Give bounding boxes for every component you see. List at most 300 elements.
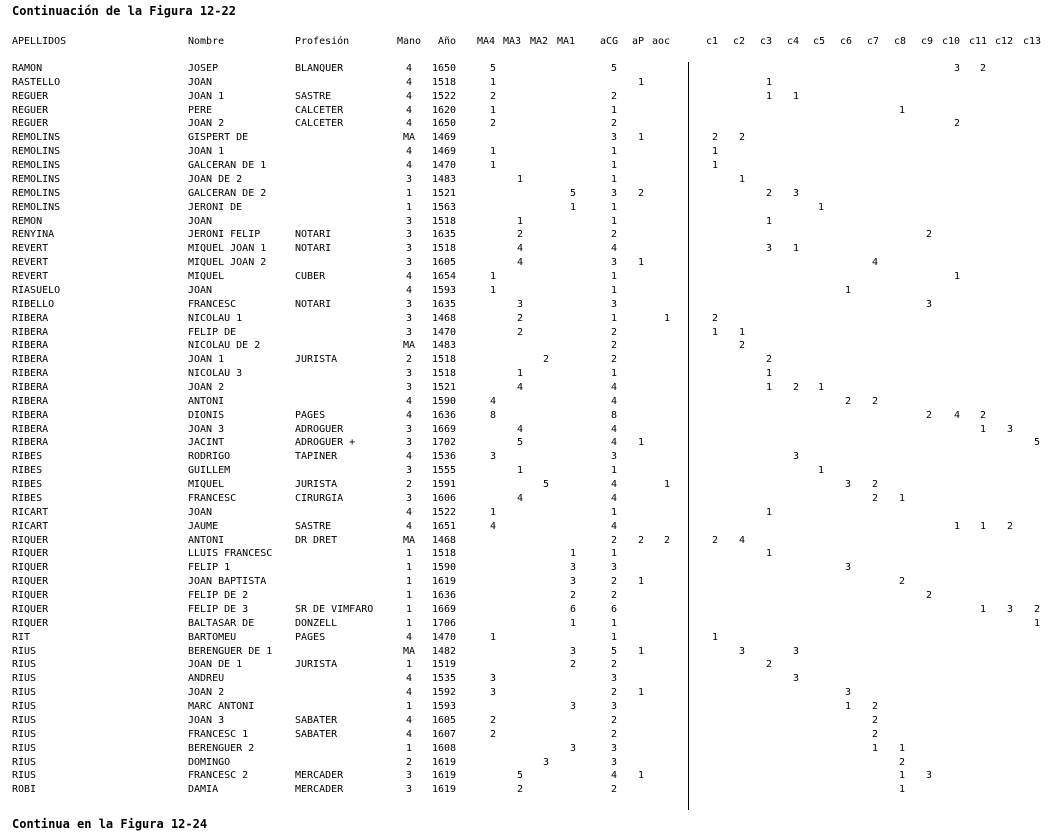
- table-cell-mano: 3: [405, 243, 413, 255]
- table-cell-ma1: 3: [569, 701, 577, 713]
- table-cell-acg: 2: [610, 728, 618, 740]
- table-cell-apellidos: RIBERA: [12, 437, 49, 449]
- table-cell-c9: 2: [925, 409, 933, 421]
- table-cell-c6: 3: [844, 562, 852, 574]
- table-cell-aoc: 1: [663, 312, 671, 324]
- table-cell-ma4: 8: [489, 409, 497, 421]
- table-cell-nombre: FRANCESC 1: [188, 728, 249, 740]
- table-cell-profesion: CUBER: [295, 271, 326, 283]
- table-cell-acg: 3: [610, 451, 618, 463]
- table-cell-ano: 1592: [431, 687, 457, 699]
- table-cell-mano: 2: [405, 354, 413, 366]
- table-cell-profesion: NOTARI: [295, 298, 332, 310]
- figure-continues-note: Continua en la Figura 12-24: [12, 817, 208, 831]
- table-cell-profesion: SASTRE: [295, 520, 332, 532]
- column-header-c13: c13: [1022, 36, 1042, 47]
- table-cell-c11: 2: [979, 63, 987, 74]
- table-cell-ano: 1619: [431, 576, 457, 588]
- table-cell-nombre: JOAN BAPTISTA: [188, 576, 267, 588]
- table-cell-acg: 2: [610, 784, 618, 796]
- table-cell-ma4: 1: [489, 631, 497, 643]
- table-cell-apellidos: RIBES: [12, 479, 43, 491]
- table-cell-c1: 1: [711, 631, 719, 643]
- table-cell-ano: 1535: [431, 673, 457, 685]
- figure-continuation-title: Continuación de la Figura 12-22: [12, 4, 236, 18]
- table-cell-acg: 2: [610, 687, 618, 699]
- table-cell-acg: 1: [610, 284, 618, 296]
- table-cell-apellidos: RIBELLO: [12, 298, 55, 310]
- table-cell-apellidos: RIUS: [12, 728, 37, 740]
- table-cell-apellidos: RIBERA: [12, 409, 49, 421]
- table-cell-acg: 3: [610, 673, 618, 685]
- table-cell-c11: 2: [979, 409, 987, 421]
- table-cell-acg: 2: [610, 714, 618, 726]
- table-cell-mano: MA: [402, 534, 416, 546]
- table-cell-ma4: 1: [489, 160, 497, 172]
- table-cell-c10: 4: [953, 409, 961, 421]
- table-cell-ap: 1: [637, 770, 645, 782]
- table-cell-mano: 1: [405, 562, 413, 574]
- table-cell-nombre: GALCERAN DE 2: [188, 187, 267, 199]
- table-cell-nombre: BERENGUER DE 1: [188, 645, 273, 657]
- table-cell-ano: 1654: [431, 271, 457, 283]
- table-cell-acg: 3: [610, 562, 618, 574]
- table-cell-ma4: 1: [489, 284, 497, 296]
- table-cell-ano: 1521: [431, 382, 457, 393]
- table-cell-nombre: GUILLEM: [188, 465, 231, 477]
- table-cell-acg: 3: [610, 298, 618, 310]
- table-cell-ap: 1: [637, 257, 645, 269]
- table-cell-aoc: 1: [663, 479, 671, 491]
- table-cell-apellidos: RIQUER: [12, 617, 49, 629]
- table-cell-acg: 3: [610, 132, 618, 144]
- table-cell-c9: 3: [925, 770, 933, 782]
- column-header-c1: c1: [705, 36, 719, 47]
- table-cell-apellidos: RIQUER: [12, 590, 49, 602]
- table-cell-c9: 3: [925, 298, 933, 310]
- table-cell-c3: 2: [765, 659, 773, 671]
- table-cell-apellidos: REGUER: [12, 118, 49, 130]
- table-cell-mano: 1: [405, 548, 413, 560]
- table-cell-ma1: 5: [569, 187, 577, 199]
- table-cell-acg: 6: [610, 603, 618, 615]
- table-cell-profesion: CIRURGIA: [295, 492, 344, 504]
- table-cell-profesion: PAGES: [295, 631, 326, 643]
- table-cell-nombre: JOAN: [188, 215, 213, 227]
- table-cell-apellidos: REGUER: [12, 104, 49, 116]
- table-cell-ma3: 4: [516, 492, 524, 504]
- table-cell-ano: 1469: [431, 132, 457, 144]
- table-cell-ano: 1607: [431, 728, 457, 740]
- table-cell-nombre: GISPERT DE: [188, 132, 249, 144]
- table-cell-acg: 1: [610, 506, 618, 518]
- table-cell-c1: 2: [711, 132, 719, 144]
- table-cell-nombre: FELIP DE 3: [188, 603, 249, 615]
- table-cell-mano: 1: [405, 603, 413, 615]
- column-header-mano: Mano: [396, 36, 422, 47]
- table-cell-acg: 2: [610, 659, 618, 671]
- table-cell-ano: 1522: [431, 506, 457, 518]
- table-cell-acg: 4: [610, 423, 618, 435]
- table-cell-acg: 2: [610, 90, 618, 102]
- table-cell-nombre: FELIP 1: [188, 562, 231, 574]
- table-cell-ap: 1: [637, 576, 645, 588]
- table-cell-mano: 4: [405, 714, 413, 726]
- table-cell-acg: 4: [610, 520, 618, 532]
- table-cell-nombre: JACINT: [188, 437, 225, 449]
- table-cell-c7: 2: [871, 395, 879, 407]
- table-cell-mano: 3: [405, 492, 413, 504]
- table-cell-profesion: SABATER: [295, 714, 338, 726]
- table-cell-nombre: PERE: [188, 104, 213, 116]
- table-cell-apellidos: RIQUER: [12, 576, 49, 588]
- table-cell-c1: 1: [711, 146, 719, 158]
- table-cell-ap: 1: [637, 437, 645, 449]
- table-cell-c3: 1: [765, 506, 773, 518]
- table-cell-nombre: JOAN DE 1: [188, 659, 243, 671]
- table-cell-apellidos: REMOLINS: [12, 132, 61, 144]
- table-cell-acg: 4: [610, 770, 618, 782]
- table-cell-acg: 4: [610, 382, 618, 393]
- table-cell-mano: 4: [405, 728, 413, 740]
- table-cell-c9: 2: [925, 229, 933, 241]
- table-cell-ano: 1483: [431, 340, 457, 352]
- table-cell-c3: 2: [765, 187, 773, 199]
- table-cell-ma4: 1: [489, 271, 497, 283]
- table-cell-ma3: 2: [516, 229, 524, 241]
- table-cell-c11: 1: [979, 603, 987, 615]
- table-cell-c3: 1: [765, 368, 773, 380]
- table-cell-c11: 1: [979, 423, 987, 435]
- table-cell-acg: 2: [610, 340, 618, 352]
- table-cell-apellidos: RIASUELO: [12, 284, 61, 296]
- table-cell-c13: 5: [1033, 437, 1041, 449]
- table-cell-ma1: 3: [569, 562, 577, 574]
- table-cell-profesion: ADROGUER: [295, 423, 344, 435]
- table-cell-nombre: RODRIGO: [188, 451, 231, 463]
- table-cell-apellidos: REMOLINS: [12, 201, 61, 213]
- table-cell-c11: 1: [979, 520, 987, 532]
- table-cell-ano: 1593: [431, 284, 457, 296]
- table-cell-apellidos: RIUS: [12, 742, 37, 754]
- table-cell-ap: 1: [637, 132, 645, 144]
- table-cell-acg: 3: [610, 742, 618, 754]
- table-cell-apellidos: RIT: [12, 631, 31, 643]
- table-cell-mano: 3: [405, 770, 413, 782]
- table-cell-c10: 2: [953, 118, 961, 130]
- table-cell-nombre: MIQUEL JOAN 2: [188, 257, 267, 269]
- table-cell-c2: 1: [738, 326, 746, 338]
- table-cell-mano: 4: [405, 409, 413, 421]
- table-cell-apellidos: ROBI: [12, 784, 37, 796]
- table-cell-ano: 1482: [431, 645, 457, 657]
- table-cell-apellidos: REVERT: [12, 257, 49, 269]
- column-header-profesion: Profesión: [295, 36, 350, 47]
- table-cell-c7: 2: [871, 492, 879, 504]
- table-cell-c4: 3: [792, 645, 800, 657]
- table-cell-mano: 3: [405, 173, 413, 185]
- table-cell-apellidos: RIBERA: [12, 423, 49, 435]
- column-header-ma4: MA4: [476, 36, 496, 47]
- table-cell-c4: 3: [792, 673, 800, 685]
- table-cell-nombre: NICOLAU DE 2: [188, 340, 261, 352]
- table-cell-c6: 1: [844, 701, 852, 713]
- table-cell-mano: 4: [405, 520, 413, 532]
- table-cell-ano: 1518: [431, 548, 457, 560]
- table-cell-nombre: ANTONI: [188, 534, 225, 546]
- column-header-acg: aCG: [599, 36, 619, 47]
- table-cell-acg: 2: [610, 576, 618, 588]
- table-cell-profesion: DR DRET: [295, 534, 338, 546]
- column-header-c5: c5: [812, 36, 826, 47]
- table-cell-acg: 1: [610, 631, 618, 643]
- table-cell-mano: MA: [402, 340, 416, 352]
- column-header-c11: c11: [968, 36, 988, 47]
- table-cell-mano: 4: [405, 104, 413, 116]
- table-cell-c1: 2: [711, 312, 719, 324]
- table-cell-profesion: JURISTA: [295, 659, 338, 671]
- table-cell-nombre: GALCERAN DE 1: [188, 160, 267, 172]
- table-cell-ano: 1521: [431, 187, 457, 199]
- table-cell-apellidos: RIUS: [12, 701, 37, 713]
- table-cell-acg: 4: [610, 492, 618, 504]
- table-cell-ma3: 2: [516, 326, 524, 338]
- table-cell-acg: 1: [610, 201, 618, 213]
- table-cell-nombre: JOAN 2: [188, 118, 225, 130]
- table-cell-profesion: PAGES: [295, 409, 326, 421]
- table-cell-ano: 1636: [431, 409, 457, 421]
- table-cell-nombre: JOAN: [188, 506, 213, 518]
- table-cell-c1: 1: [711, 160, 719, 172]
- table-cell-ma4: 3: [489, 451, 497, 463]
- table-cell-ma1: 1: [569, 201, 577, 213]
- table-cell-profesion: CALCETER: [295, 118, 344, 130]
- table-cell-ano: 1555: [431, 465, 457, 477]
- table-cell-apellidos: RIUS: [12, 756, 37, 768]
- table-cell-c7: 2: [871, 728, 879, 740]
- table-cell-ma4: 3: [489, 687, 497, 699]
- table-cell-c3: 1: [765, 548, 773, 560]
- table-cell-nombre: JOAN: [188, 284, 213, 296]
- table-cell-nombre: JOAN: [188, 76, 213, 88]
- table-cell-nombre: JERONI FELIP: [188, 229, 261, 241]
- table-cell-ano: 1468: [431, 534, 457, 546]
- table-cell-ma4: 1: [489, 506, 497, 518]
- table-cell-nombre: ANTONI: [188, 395, 225, 407]
- table-cell-apellidos: RIBERA: [12, 382, 49, 393]
- table-cell-apellidos: RENYINA: [12, 229, 55, 241]
- table-cell-acg: 4: [610, 479, 618, 491]
- table-cell-nombre: JOAN DE 2: [188, 173, 243, 185]
- table-cell-ano: 1590: [431, 562, 457, 574]
- table-cell-ma3: 4: [516, 243, 524, 255]
- table-cell-ano: 1483: [431, 173, 457, 185]
- table-cell-ano: 1518: [431, 215, 457, 227]
- table-cell-mano: 4: [405, 673, 413, 685]
- table-cell-c1: 1: [711, 326, 719, 338]
- table-cell-c5: 1: [817, 382, 825, 393]
- table-cell-acg: 1: [610, 104, 618, 116]
- table-cell-nombre: JOAN 1: [188, 146, 225, 158]
- table-cell-ano: 1518: [431, 243, 457, 255]
- table-cell-c12: 3: [1006, 603, 1014, 615]
- table-cell-mano: 4: [405, 631, 413, 643]
- column-header-c3: c3: [759, 36, 773, 47]
- table-cell-ano: 1469: [431, 146, 457, 158]
- table-cell-ma3: 4: [516, 257, 524, 269]
- table-cell-mano: 1: [405, 201, 413, 213]
- table-cell-nombre: FRANCESC: [188, 492, 237, 504]
- table-cell-profesion: MERCADER: [295, 770, 344, 782]
- table-cell-nombre: FRANCESC: [188, 298, 237, 310]
- table-cell-profesion: SASTRE: [295, 90, 332, 102]
- table-cell-acg: 8: [610, 409, 618, 421]
- table-cell-acg: 2: [610, 534, 618, 546]
- table-cell-nombre: JOAN 1: [188, 90, 225, 102]
- table-cell-ma4: 3: [489, 673, 497, 685]
- table-cell-mano: 4: [405, 687, 413, 699]
- table-cell-acg: 1: [610, 146, 618, 158]
- table-cell-acg: 3: [610, 756, 618, 768]
- table-cell-nombre: JOSEP: [188, 63, 219, 74]
- table-cell-ano: 1518: [431, 76, 457, 88]
- column-header-ma2: MA2: [529, 36, 549, 47]
- table-cell-c8: 2: [898, 576, 906, 588]
- table-cell-c3: 1: [765, 90, 773, 102]
- table-cell-mano: 1: [405, 576, 413, 588]
- table-cell-mano: 4: [405, 271, 413, 283]
- column-header-c4: c4: [786, 36, 800, 47]
- table-cell-apellidos: RIQUER: [12, 548, 49, 560]
- table-cell-profesion: MERCADER: [295, 784, 344, 796]
- table-cell-apellidos: REMON: [12, 215, 43, 227]
- table-cell-mano: 1: [405, 187, 413, 199]
- table-cell-profesion: CALCETER: [295, 104, 344, 116]
- table-cell-c12: 2: [1006, 520, 1014, 532]
- table-cell-ano: 1606: [431, 492, 457, 504]
- table-cell-apellidos: RIBERA: [12, 326, 49, 338]
- table-cell-nombre: BALTASAR DE: [188, 617, 255, 629]
- table-cell-ano: 1563: [431, 201, 457, 213]
- table-cell-acg: 1: [610, 465, 618, 477]
- column-header-apellidos: APELLIDOS: [12, 36, 67, 47]
- table-cell-c7: 2: [871, 701, 879, 713]
- table-cell-ma3: 2: [516, 312, 524, 324]
- table-cell-mano: 2: [405, 479, 413, 491]
- table-cell-ma4: 5: [489, 63, 497, 74]
- column-header-aoc: aoc: [651, 36, 671, 47]
- table-cell-apellidos: REVERT: [12, 243, 49, 255]
- table-cell-mano: 1: [405, 590, 413, 602]
- table-cell-ano: 1590: [431, 395, 457, 407]
- table-cell-c5: 1: [817, 201, 825, 213]
- table-cell-apellidos: RIBERA: [12, 340, 49, 352]
- table-cell-apellidos: RIUS: [12, 770, 37, 782]
- table-cell-ma3: 1: [516, 368, 524, 380]
- table-cell-nombre: JOAN 2: [188, 382, 225, 393]
- table-cell-apellidos: RIBERA: [12, 354, 49, 366]
- table-cell-nombre: MIQUEL: [188, 271, 225, 283]
- table-cell-acg: 1: [610, 548, 618, 560]
- table-cell-c3: 1: [765, 215, 773, 227]
- table-cell-ma2: 3: [542, 756, 550, 768]
- column-header-c7: c7: [866, 36, 880, 47]
- table-cell-c8: 1: [898, 492, 906, 504]
- table-cell-ma4: 2: [489, 90, 497, 102]
- table-cell-apellidos: RIBES: [12, 465, 43, 477]
- table-cell-c13: 1: [1033, 617, 1041, 629]
- table-cell-nombre: LLUIS FRANCESC: [188, 548, 273, 560]
- table-cell-c2: 4: [738, 534, 746, 546]
- table-cell-apellidos: RIBERA: [12, 395, 49, 407]
- table-cell-c8: 1: [898, 742, 906, 754]
- table-cell-profesion: TAPINER: [295, 451, 338, 463]
- table-cell-apellidos: RIBERA: [12, 368, 49, 380]
- table-cell-mano: 3: [405, 229, 413, 241]
- table-cell-c10: 3: [953, 63, 961, 74]
- table-cell-acg: 2: [610, 590, 618, 602]
- table-cell-profesion: ADROGUER +: [295, 437, 356, 449]
- table-cell-ano: 1519: [431, 659, 457, 671]
- table-cell-mano: 4: [405, 395, 413, 407]
- table-cell-ano: 1636: [431, 590, 457, 602]
- table-cell-ano: 1605: [431, 257, 457, 269]
- table-cell-mano: 1: [405, 701, 413, 713]
- table-cell-ano: 1608: [431, 742, 457, 754]
- table-cell-ma4: 2: [489, 118, 497, 130]
- column-header-c2: c2: [732, 36, 746, 47]
- table-cell-ano: 1470: [431, 326, 457, 338]
- table-cell-acg: 2: [610, 354, 618, 366]
- table-cell-ma3: 3: [516, 298, 524, 310]
- table-cell-ano: 1522: [431, 90, 457, 102]
- table-cell-c1: 2: [711, 534, 719, 546]
- table-cell-c9: 2: [925, 590, 933, 602]
- table-cell-ma4: 1: [489, 146, 497, 158]
- table-cell-ap: 2: [637, 534, 645, 546]
- table-cell-acg: 3: [610, 257, 618, 269]
- table-cell-c10: 1: [953, 271, 961, 283]
- table-cell-c8: 1: [898, 104, 906, 116]
- table-cell-ano: 1518: [431, 354, 457, 366]
- table-cell-profesion: SR DE VIMFARO: [295, 603, 374, 615]
- table-cell-apellidos: RIBERA: [12, 312, 49, 324]
- table-cell-ano: 1635: [431, 229, 457, 241]
- table-cell-c5: 1: [817, 465, 825, 477]
- table-cell-apellidos: REMOLINS: [12, 160, 61, 172]
- table-cell-acg: 3: [610, 187, 618, 199]
- column-header-ap: aP: [631, 36, 645, 47]
- column-header-ma1: MA1: [556, 36, 576, 47]
- table-cell-c3: 1: [765, 76, 773, 88]
- table-cell-profesion: SABATER: [295, 728, 338, 740]
- table-cell-acg: 1: [610, 312, 618, 324]
- table-cell-acg: 1: [610, 173, 618, 185]
- table-cell-ma4: 1: [489, 104, 497, 116]
- table-cell-c6: 3: [844, 479, 852, 491]
- table-cell-nombre: ANDREU: [188, 673, 225, 685]
- table-cell-mano: 4: [405, 160, 413, 172]
- table-cell-ano: 1591: [431, 479, 457, 491]
- table-cell-mano: 3: [405, 326, 413, 338]
- table-cell-ano: 1536: [431, 451, 457, 463]
- table-cell-apellidos: RIUS: [12, 673, 37, 685]
- table-cell-ano: 1651: [431, 520, 457, 532]
- table-cell-apellidos: RIQUER: [12, 534, 49, 546]
- table-cell-c7: 4: [871, 257, 879, 269]
- table-cell-acg: 4: [610, 243, 618, 255]
- table-cell-ano: 1702: [431, 437, 457, 449]
